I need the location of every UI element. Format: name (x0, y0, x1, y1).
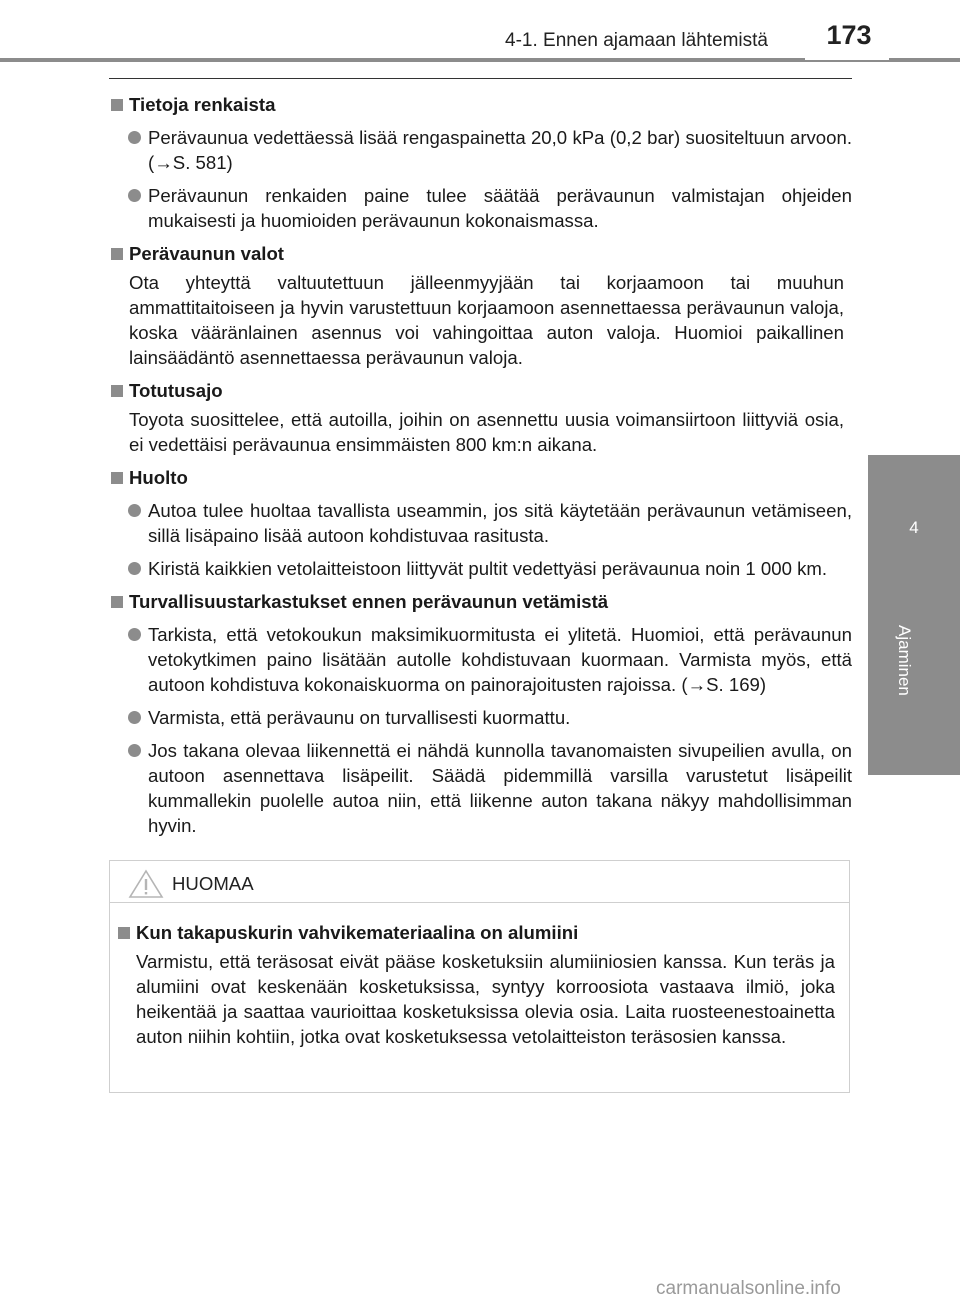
section-rule (109, 78, 852, 79)
bullet-text: Varmista, että perävaunu on turvallisesti kuormattu. (148, 707, 571, 728)
round-bullet-icon (128, 131, 141, 144)
list-item (109, 622, 852, 697)
notice-box (109, 860, 850, 1093)
bullet-text: Perävaunua vedettäessä lisää rengaspainetta 20,0 kPa (0,2 bar) suositeltuun arvoon. (→S. 581) (148, 127, 852, 173)
round-bullet-icon (128, 562, 141, 575)
heading-text: Perävaunun valot (129, 243, 284, 264)
notice-heading (116, 920, 839, 945)
heading-text: Totutusajo (129, 380, 223, 401)
heading-text: Turvallisuustarkastukset ennen perävaunun vetämistä (129, 591, 609, 612)
warning-triangle-icon (128, 869, 164, 899)
round-bullet-icon (128, 711, 141, 724)
paragraph: Ota yhteyttä valtuutettuun jälleenmyyjään tai korjaamoon tai muuhun ammattitaitoiseen ja hyvin varustettuun korjaamoon asennettaessa perävaunun valoja, koska vääränlainen asennus voi vahingoittaa auton valoja. Huomioi paikallinen lainsäädäntö asennettaessa perävaunun valoja. (129, 272, 844, 368)
chapter-side-tab (868, 455, 960, 775)
section-heading-safety (109, 589, 852, 614)
round-bullet-icon (128, 504, 141, 517)
list-item (109, 705, 852, 730)
square-bullet-icon (111, 248, 123, 260)
bullet-text: Perävaunun renkaiden paine tulee säätää perävaunun valmistajan ohjeiden mukaisesti ja huomioiden perävaunun kokonaismassa. (148, 185, 852, 231)
heading-text: Kun takapuskurin vahvikemateriaalina on alumiini (136, 922, 579, 943)
round-bullet-icon (128, 189, 141, 202)
bullet-text: Jos takana olevaa liikennettä ei nähdä kunnolla tavanomaisten sivupeilien avulla, on autoon asennettava lisäpeilit. Säädä pidemmillä varsilla varustetut lisäpeilit kummallekin puolelle autoa niin, että liikenne auton takana näkyy mahdollisimman hyvin. (148, 740, 852, 836)
section-heading-lights (109, 241, 852, 266)
page-number: 173 (826, 20, 872, 50)
round-bullet-icon (128, 628, 141, 641)
list-item (109, 738, 852, 838)
square-bullet-icon (111, 596, 123, 608)
chapter-title: 4-1. Ennen ajamaan lähtemistä (505, 30, 768, 51)
square-bullet-icon (111, 99, 123, 111)
square-bullet-icon (118, 927, 130, 939)
list-item (109, 125, 852, 175)
list-item (109, 498, 852, 548)
square-bullet-icon (111, 472, 123, 484)
page-header (0, 0, 960, 62)
notice-body (110, 903, 849, 1049)
chapter-label: Ajaminen (895, 625, 914, 696)
notice-title: HUOMAA (172, 873, 254, 894)
bullet-text: Tarkista, että vetokoukun maksimikuormitusta ei ylitetä. Huomioi, että perävaunun vetokytkimen paino lisätään autolle kohdistuvaan kuormaan. Varmista myös, että autoon kohdistuva kokonaiskuorma on painorajoitusten rajoissa. (→S. 169) (148, 624, 852, 695)
section-heading-maintenance (109, 465, 852, 490)
list-item (109, 556, 852, 581)
section-heading-tires (109, 92, 852, 117)
bullet-text: Autoa tulee huoltaa tavallista useammin, jos sitä käytetään perävaunun vetämiseen, sillä lisäpaino lisää autoon kohdistuvaa rasitusta. (148, 500, 852, 546)
bullet-text: Kiristä kaikkien vetolaitteistoon liittyvät pultit vedettyäsi perävaunua noin 1 000 km. (148, 558, 828, 579)
main-content (109, 88, 852, 838)
square-bullet-icon (111, 385, 123, 397)
watermark: carmanualsonline.info (656, 1278, 841, 1299)
heading-text: Huolto (129, 467, 188, 488)
heading-text: Tietoja renkaista (129, 94, 276, 115)
section-heading-breakin (109, 378, 852, 403)
paragraph: Toyota suosittelee, että autoilla, joihin on asennettu uusia voimansiirtoon liittyviä osia, ei vedettäisi perävaunua ensimmäisten 800 km:n aikana. (129, 409, 844, 455)
chapter-number: 4 (909, 518, 919, 537)
round-bullet-icon (128, 744, 141, 757)
notice-paragraph: Varmistu, että teräsosat eivät pääse kosketuksiin alumiiniosien kanssa. Kun teräs ja alumiini ovat keskenään kosketuksissa, syntyy korroosiota vastaava ilmiö, joka heikentää ja saattaa vaurioittaa kosketuksissa olevia osia. Laita ruosteenestoainetta auton niihin kohtiin, jotka ovat kosketuksessa vetolaitteiston teräsosien kanssa. (136, 951, 835, 1047)
notice-header (110, 861, 849, 903)
list-item (109, 183, 852, 233)
